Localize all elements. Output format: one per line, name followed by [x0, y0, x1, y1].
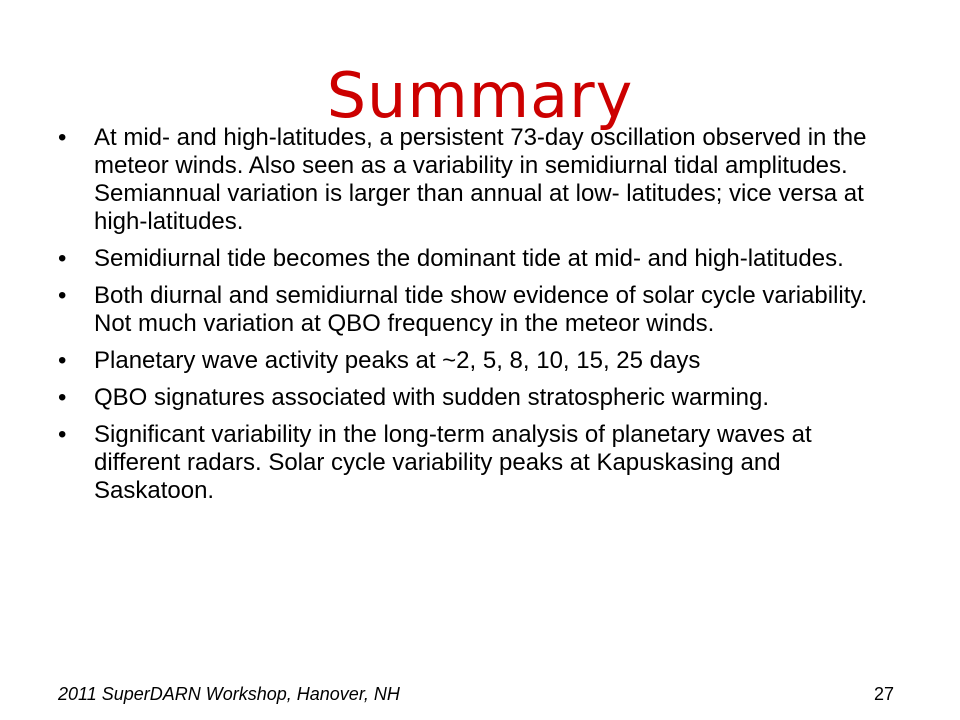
bullet-icon: • — [58, 282, 67, 309]
bullet-text: Planetary wave activity peaks at ~2, 5, 8, 10, 15, 25 days — [94, 347, 701, 374]
bullet-text: Significant variability in the long-term analysis of planetary waves at different radars. Solar cycle variability peaks at Kapuskasing and Saskatoon. — [94, 421, 812, 504]
bullet-icon: • — [58, 245, 67, 272]
bullet-text: Semidiurnal tide becomes the dominant tide at mid- and high-latitudes. — [94, 245, 844, 272]
bullet-icon: • — [58, 124, 67, 151]
bullet-icon: • — [58, 384, 67, 411]
slide-title: Summary — [326, 58, 634, 132]
bullet-item — [58, 347, 888, 375]
bullet-item — [58, 282, 888, 338]
bullet-icon: • — [58, 347, 67, 374]
bullet-item — [58, 421, 888, 505]
page-number: 27 — [873, 684, 894, 704]
bullet-item — [58, 384, 888, 412]
bullet-item — [58, 124, 888, 236]
footer-event: 2011 SuperDARN Workshop, Hanover, NH — [58, 684, 400, 704]
bullet-text: QBO signatures associated with sudden stratospheric warming. — [94, 384, 769, 411]
bullet-icon: • — [58, 421, 67, 448]
bullet-text: At mid- and high-latitudes, a persistent 73-day oscillation observed in the meteor winds. Also seen as a variability in semidiurnal tidal amplitudes. Semiannual variation is larger than annual at low- latitudes; vice versa at high-latitudes. — [94, 124, 867, 235]
bullet-text: Both diurnal and semidiurnal tide show evidence of solar cycle variability. Not much variation at QBO frequency in the meteor winds. — [94, 282, 868, 337]
bullet-list — [58, 124, 888, 514]
bullet-item — [58, 245, 888, 273]
